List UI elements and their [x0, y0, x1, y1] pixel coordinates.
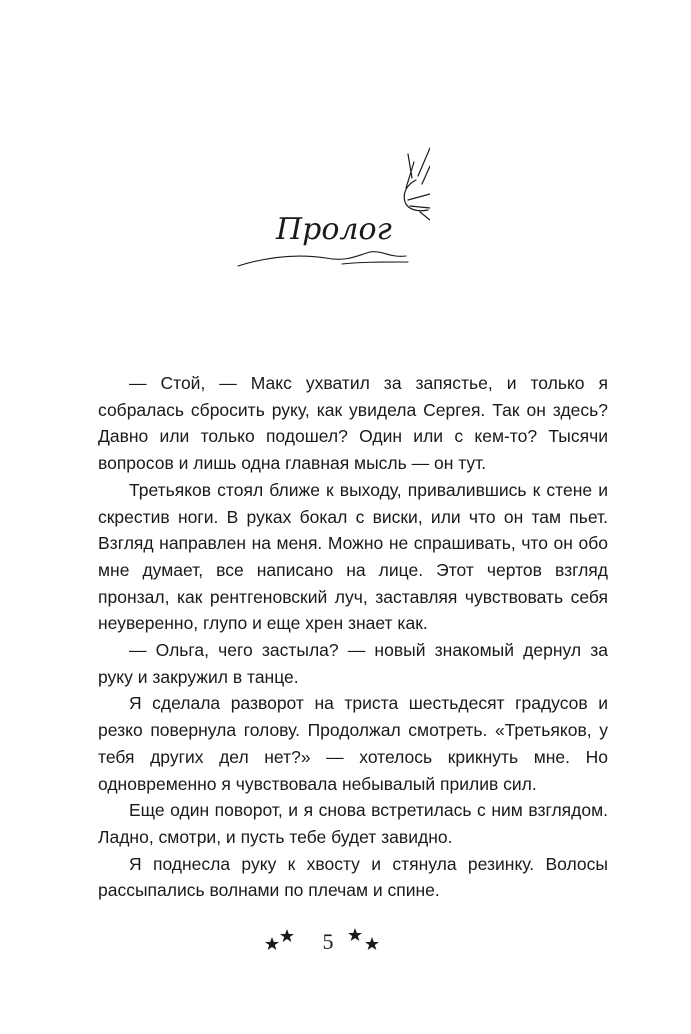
- paragraph: — Ольга, чего застыла? — новый знакомый дернул за руку и закружил в танце.: [98, 640, 608, 687]
- page-footer: [0, 925, 691, 965]
- title-decoration: [230, 140, 430, 280]
- paragraph: Третьяков стоял ближе к выходу, привалившись к стене и скрестив ноги. В руках бокал с виски, или что он там пьет. Взгляд направлен на меня. Можно не спрашивать, что он обо мне думает, все написано на лице. Этот чертов взгляд пронзал, как рентгеновский луч, заставляя чувствовать себя неуверенно, глупо и еще хрен знает как.: [98, 479, 608, 634]
- star-icon: [263, 925, 303, 955]
- paragraph: — Стой, — Макс ухватил за запястье, и только я собралась сбросить руку, как увидела Сергея. Так он здесь? Давно или только подошел? Один или с кем-то? Тысячи вопросов и лишь одна главная мысль — он тут.: [98, 373, 608, 474]
- chapter-title: Пролог: [276, 212, 392, 247]
- chapter-body: [98, 370, 608, 904]
- page-number: 5: [322, 929, 334, 954]
- star-icon: [345, 925, 385, 955]
- paragraph: Я поднесла руку к хвосту и стянула резинку. Волосы рассыпались волнами по плечам и спине.: [98, 853, 608, 901]
- paragraph: Еще один поворот, и я снова встретилась с ним взглядом. Ладно, смотри, и пусть тебе будет завидно.: [98, 800, 608, 847]
- wave-underline-icon: [238, 252, 408, 266]
- sun-rays-icon: [404, 148, 430, 220]
- paragraph: Я сделала разворот на триста шестьдесят градусов и резко повернула голову. Продолжал смотреть. «Третьяков, у тебя других дел нет?» — хотелось крикнуть мне. Но одновременно я чувствовала небывалый прилив сил.: [98, 693, 608, 794]
